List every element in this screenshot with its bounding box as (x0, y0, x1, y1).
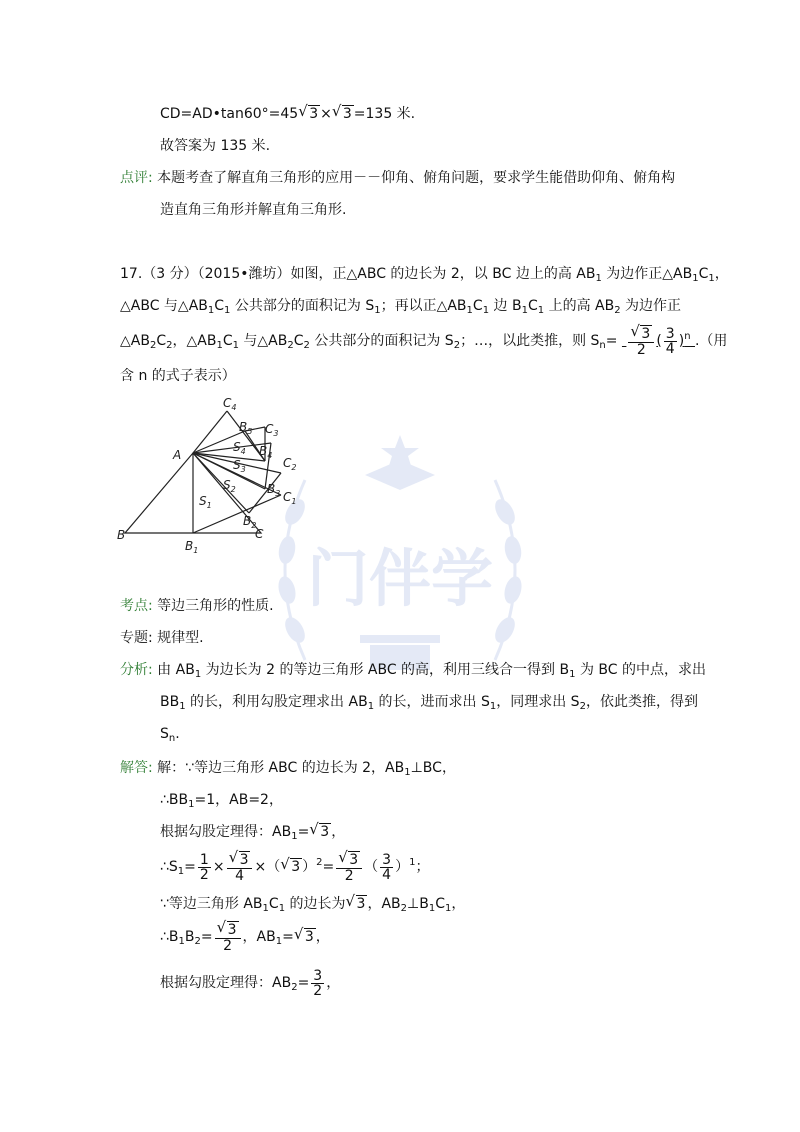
zhuanti-label: 专题: (120, 630, 153, 646)
label-s3: $S_3$ (233, 458, 246, 474)
problem-line3: $\triangle AB_2C_2$，$\triangle AB_1C_1$ 与$\triangle AB_2C_2$ 公共部分的面积记为 $S_2$；…，以此类推，则 $S_n=$ √ $\frac{3}{2}$ ( $\frac{3}{4}$ )$^n$ .（用 (120, 322, 727, 361)
answer-line: 故答案为 135 米. (160, 138, 271, 154)
jieda-line3: 根据勾股定理得：$AB_1=√$ 3 ， (160, 822, 345, 847)
comment-label: 点评: (120, 170, 153, 186)
zhuanti-line: 专题: 规律型. (120, 630, 204, 646)
cd-equation: CD=AD•tan60°=45√ 3 ×√ 3 =135 米. (160, 104, 415, 124)
jieda-line7: 根据勾股定理得：$AB_2=$ $\frac{3}{2}$ ， (160, 967, 341, 999)
label-a: A (173, 448, 182, 462)
kaodian-line: 考点: 等边三角形的性质. (120, 598, 274, 614)
jieda-line4: $\therefore S_1=$ $\frac{1}{2}$ × √ $\frac{3}{4}$ ×（√ 3 ）$^2$= √ $\frac{3}{2}$ （ $\frac{3}{4}$ ）$^1$； (160, 846, 429, 889)
watermark-text: 门伴学 (306, 542, 494, 615)
label-s2: $S_2$ (223, 478, 236, 494)
label-b3: $B_3$ (267, 482, 281, 498)
comment-line1: 点评: 本题考查了解直角三角形的应用－－仰角、俯角问题，要求学生能借助仰角、俯角构 (120, 170, 676, 186)
fenxi-line2: $BB_1$ 的长，利用勾股定理求出 $AB_1$ 的长，进而求出 $S_1$，同理求出 $S_2$，依此类推，得到 (160, 694, 698, 712)
jieda-line5: ∵等边三角形 $AB_1C_1$ 的边长为√ 3 ，$AB_2\perp B_1C_1$， (160, 894, 465, 919)
comment-line2: 造直角三角形并解直角三角形. (160, 202, 347, 218)
label-c3: $C_3$ (265, 422, 279, 438)
label-b4: $B_4$ (259, 444, 273, 460)
geometry-figure (115, 393, 315, 553)
jieda-line1: 解答: 解：∵等边三角形 ABC 的边长为 2，$AB_1\perp BC$， (120, 760, 456, 778)
problem-line2: △ABC 与$\triangle AB_1C_1$ 公共部分的面积记为 $S_1$；再以正$\triangle AB_1C_1$ 边 $B_1C_1$ 上的高 $AB_2$ 为边作正 (120, 298, 682, 316)
problem-line4: 含 n 的式子表示） (120, 368, 236, 384)
problem-line1: 17.（3 分）（2015•潍坊）如图，正△ABC 的边长为 2，以 BC 边上的高 $AB_1$ 为边作正$\triangle AB_1C_1$， (120, 266, 729, 284)
label-b2: $B_2$ (243, 514, 257, 530)
jieda-line2: $\therefore BB_1=1$，AB=2， (160, 792, 283, 810)
fenxi-label: 分析: (120, 662, 153, 678)
label-c: C (255, 527, 264, 541)
kaodian-label: 考点: (120, 598, 153, 614)
fenxi-line3: $S_n$. (160, 726, 180, 744)
label-b5: $B_5$ (239, 420, 253, 436)
fenxi-line1: 分析: 由 $AB_1$ 为边长为 2 的等边三角形 ABC 的高，利用三线合一得到 $B_1$ 为 BC 的中点，求出 (120, 662, 706, 680)
label-s1: $S_1$ (199, 494, 212, 510)
label-b: B (117, 528, 126, 542)
label-c1: $C_1$ (283, 490, 297, 506)
label-c4: $C_4$ (223, 396, 237, 412)
jieda-label: 解答: (120, 760, 153, 776)
answer-blank: √ $\frac{3}{2}$ ( $\frac{3}{4}$ )$^n$ (622, 333, 695, 349)
label-c2: $C_2$ (283, 456, 297, 472)
jieda-line6: $\therefore B_1B_2=$ √ $\frac{3}{2}$ ，$AB_1=√$ 3 ， (160, 920, 330, 959)
label-s4: $S_4$ (233, 440, 246, 456)
label-b1: $B_1$ (185, 539, 199, 553)
